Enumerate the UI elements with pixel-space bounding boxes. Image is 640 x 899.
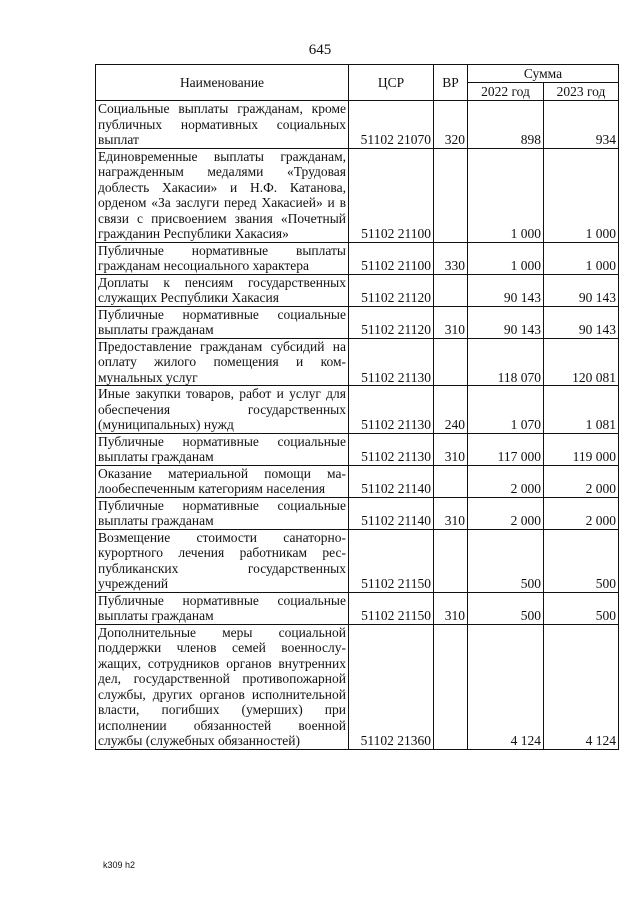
row-csr: 51102 21130 [349, 386, 434, 434]
row-name: Иные закупки товаров, работ и услуг для обеспечения государственных (муниципальных) нужд [96, 386, 349, 434]
table-row [96, 306, 619, 338]
row-vr: 310 [434, 592, 468, 624]
row-value-2022: 90 143 [468, 274, 544, 306]
row-name: Доплаты к пенсиям государственных служащих Республики Хакасия [96, 274, 349, 306]
row-value-2023: 500 [544, 592, 619, 624]
row-value-2023: 500 [544, 529, 619, 592]
table-row [96, 624, 619, 749]
row-vr: 310 [434, 433, 468, 465]
row-value-2023: 1 000 [544, 148, 619, 242]
row-value-2023: 4 124 [544, 624, 619, 749]
row-csr: 51102 21130 [349, 433, 434, 465]
row-value-2023: 934 [544, 101, 619, 149]
row-name: Предоставление гражданам субсидий на оплату жилого помещения и коммунальных услуг [96, 338, 349, 386]
row-value-2022: 1 000 [468, 148, 544, 242]
row-value-2023: 1 000 [544, 242, 619, 274]
row-value-2022: 2 000 [468, 497, 544, 529]
row-value-2022: 1 070 [468, 386, 544, 434]
row-value-2022: 500 [468, 592, 544, 624]
page-number: 645 [308, 42, 332, 58]
row-vr [434, 338, 468, 386]
row-name: Социальные выплаты гражданам, кроме публичных нормативных социальных выплат [96, 101, 349, 149]
row-csr: 51102 21130 [349, 338, 434, 386]
row-vr: 310 [434, 497, 468, 529]
footer-code: k309 h2 [103, 860, 136, 870]
table-row [96, 274, 619, 306]
row-value-2022: 117 000 [468, 433, 544, 465]
row-csr: 51102 21100 [349, 148, 434, 242]
header-csr: ЦСР [349, 65, 434, 101]
row-value-2022: 500 [468, 529, 544, 592]
row-value-2023: 1 081 [544, 386, 619, 434]
row-value-2022: 1 000 [468, 242, 544, 274]
row-csr: 51102 21150 [349, 529, 434, 592]
table-row [96, 386, 619, 434]
row-value-2022: 90 143 [468, 306, 544, 338]
row-value-2023: 90 143 [544, 274, 619, 306]
table-row [96, 101, 619, 149]
row-csr: 51102 21070 [349, 101, 434, 149]
row-value-2023: 120 081 [544, 338, 619, 386]
row-value-2022: 4 124 [468, 624, 544, 749]
row-value-2023: 90 143 [544, 306, 619, 338]
row-name: Публичные нормативные социальные выплаты гражданам [96, 497, 349, 529]
row-name: Публичные нормативные социальные выплаты гражданам [96, 433, 349, 465]
row-vr [434, 148, 468, 242]
row-csr: 51102 21100 [349, 242, 434, 274]
row-vr: 240 [434, 386, 468, 434]
row-vr [434, 529, 468, 592]
row-name: Дополнительные меры социальной поддержки членов семей военнослужащих, сотрудников органов внутренних дел, государственной противопожарной службы, других органов исполнительной власти, погибших (умерших) при исполнении обязанностей военной службы (служебных обязанностей) [96, 624, 349, 749]
row-csr: 51102 21120 [349, 306, 434, 338]
row-name: Публичные нормативные социальные выплаты гражданам [96, 592, 349, 624]
row-csr: 51102 21140 [349, 465, 434, 497]
row-vr [434, 624, 468, 749]
row-name: Публичные нормативные выплаты гражданам несоциального характера [96, 242, 349, 274]
table-row [96, 465, 619, 497]
row-value-2022: 2 000 [468, 465, 544, 497]
header-year-2023: 2023 год [544, 83, 619, 101]
row-name: Единовременные выплаты гражданам, награжденным медалями «Трудовая доблесть Хакасии» и Н.Ф. Катанова, орденом «За заслуги перед Хакасией» и в связи с присвоением звания «Почетный гражданин Республики Хакасия» [96, 148, 349, 242]
row-vr: 330 [434, 242, 468, 274]
row-value-2023: 119 000 [544, 433, 619, 465]
table-row [96, 148, 619, 242]
budget-table [95, 64, 619, 750]
table-row [96, 497, 619, 529]
row-name: Возмещение стоимости санаторно-курортного лечения работникам республиканских государственных учреждений [96, 529, 349, 592]
table-row [96, 338, 619, 386]
table-row [96, 592, 619, 624]
row-vr: 320 [434, 101, 468, 149]
row-vr [434, 274, 468, 306]
table-row [96, 529, 619, 592]
row-csr: 51102 21150 [349, 592, 434, 624]
row-value-2023: 2 000 [544, 497, 619, 529]
row-csr: 51102 21360 [349, 624, 434, 749]
row-vr: 310 [434, 306, 468, 338]
row-value-2022: 118 070 [468, 338, 544, 386]
row-value-2023: 2 000 [544, 465, 619, 497]
row-name: Оказание материальной помощи малообеспеченным категориям населения [96, 465, 349, 497]
header-sum: Сумма [468, 65, 619, 83]
table-row [96, 242, 619, 274]
row-csr: 51102 21120 [349, 274, 434, 306]
row-csr: 51102 21140 [349, 497, 434, 529]
header-name: Наименование [96, 65, 349, 101]
table-row [96, 433, 619, 465]
header-vr: ВР [434, 65, 468, 101]
row-vr [434, 465, 468, 497]
row-value-2022: 898 [468, 101, 544, 149]
row-name: Публичные нормативные социальные выплаты гражданам [96, 306, 349, 338]
header-year-2022: 2022 год [468, 83, 544, 101]
